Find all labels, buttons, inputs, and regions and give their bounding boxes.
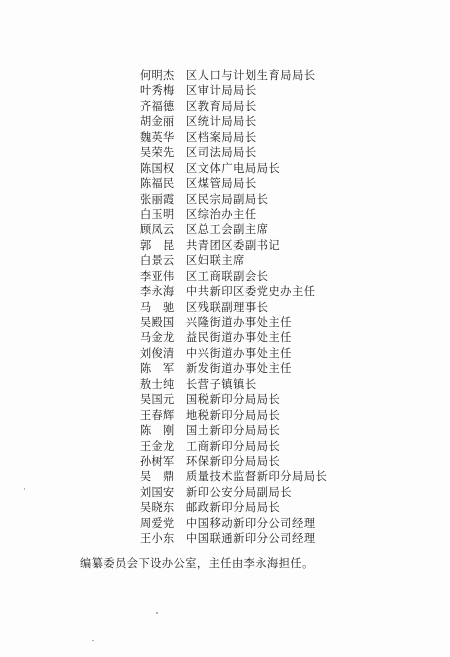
member-row [140,207,440,222]
member-title: 区总工会副主席 [186,223,269,237]
member-row [140,176,440,191]
member-title: 区教育局局长 [186,99,257,113]
member-title: 区综治办主任 [186,207,257,221]
member-row [140,114,440,129]
member-row [140,454,440,469]
member-row [140,192,440,207]
member-name: 吴晓东 [140,501,175,515]
member-name: 魏英华 [140,130,175,144]
member-name: 胡金丽 [140,115,175,129]
member-row [140,284,440,299]
member-name: 吴荣先 [140,146,175,160]
member-row [140,531,440,546]
office-note: 编纂委员会下设办公室，主任由李永海担任。 [80,557,314,570]
member-title: 国土新印分局局长 [186,424,281,438]
member-title: 长营子镇镇长 [186,377,257,391]
member-list [140,68,440,547]
member-title: 兴隆街道办事处主任 [186,316,293,329]
member-name: 敖士纯 [140,377,175,391]
member-name: 白景云 [140,254,175,268]
member-title: 地税新印分局局长 [186,408,281,422]
member-row [140,469,440,484]
member-title: 新发街道办事处主任 [186,362,293,376]
member-title: 中国移动新印分公司经理 [186,516,316,530]
member-name: 刘国安 [140,485,175,499]
member-row [140,377,440,392]
member-title: 区民宗局副局长 [186,192,269,206]
member-title: 区审计局局长 [186,84,257,98]
member-name: 陈国权 [140,161,175,175]
member-title: 区煤管局局长 [186,177,257,191]
member-row [140,346,440,361]
member-name: 何明杰 [140,69,175,82]
member-row [140,423,440,438]
member-name: 张丽霞 [140,192,175,206]
member-row [140,253,440,268]
member-title: 邮政新印分局局长 [186,501,281,515]
member-row [140,238,440,253]
member-name: 马金龙 [140,331,175,345]
member-title: 区残联副理事长 [186,300,269,314]
member-title: 共青团区委副书记 [186,238,281,252]
member-title: 区工商联副会长 [186,269,269,283]
member-title: 中兴街道办事处主任 [186,346,293,360]
member-name: 陈福民 [140,177,175,191]
member-row [140,161,440,176]
scan-speck [92,640,94,641]
member-row [140,392,440,407]
member-title: 区文体广电局局长 [186,161,281,175]
member-row [140,222,440,237]
member-row [140,300,440,315]
member-title: 质量技术监督新印分局局长 [186,470,328,484]
member-name: 吴殿国 [140,316,175,329]
member-row [140,485,440,500]
member-name: 刘俊清 [140,346,175,360]
member-title: 中国联通新印分公司经理 [186,532,316,546]
member-title: 工商新印分局局长 [186,439,281,453]
member-title: 新印公安分局副局长 [186,485,293,499]
member-title: 区档案局局长 [186,130,257,144]
member-row [140,269,440,284]
member-name: 叶秀梅 [140,84,175,98]
member-name: 陈 军 [140,362,175,376]
member-row [140,68,440,83]
member-name: 孙树军 [140,454,175,468]
member-name: 齐福德 [140,99,175,113]
member-name: 吴国元 [140,393,175,407]
member-row [140,315,440,330]
member-title: 区统计局局长 [186,115,257,129]
member-row [140,330,440,345]
member-row [140,408,440,423]
member-name: 李亚伟 [140,269,175,283]
member-title: 区人口与计划生育局局长 [186,69,316,82]
member-name: 王小东 [140,532,175,546]
member-name: 王金龙 [140,439,175,453]
member-title: 环保新印分局局长 [186,454,281,468]
scan-speck [24,488,25,490]
member-name: 李永海 [140,285,175,299]
member-title: 益民街道办事处主任 [186,331,293,345]
member-name: 郭 昆 [140,238,175,252]
member-row [140,516,440,531]
member-row [140,361,440,376]
member-name: 王春辉 [140,408,175,422]
member-row [140,130,440,145]
member-name: 白玉明 [140,207,175,221]
member-name: 马 驰 [140,300,175,314]
member-name: 周爱党 [140,516,175,530]
member-row [140,439,440,454]
member-name: 吴 鼎 [140,470,175,484]
member-name: 陈 刚 [140,424,175,438]
member-row [140,500,440,515]
member-row [140,145,440,160]
member-title: 国税新印分局局长 [186,393,281,407]
member-name: 顾凤云 [140,223,175,237]
member-title: 区妇联主席 [186,254,245,268]
member-title: 中共新印区委党史办主任 [186,285,316,299]
scan-speck [156,612,158,614]
member-row [140,99,440,114]
member-row [140,83,440,98]
member-title: 区司法局局长 [186,146,257,160]
